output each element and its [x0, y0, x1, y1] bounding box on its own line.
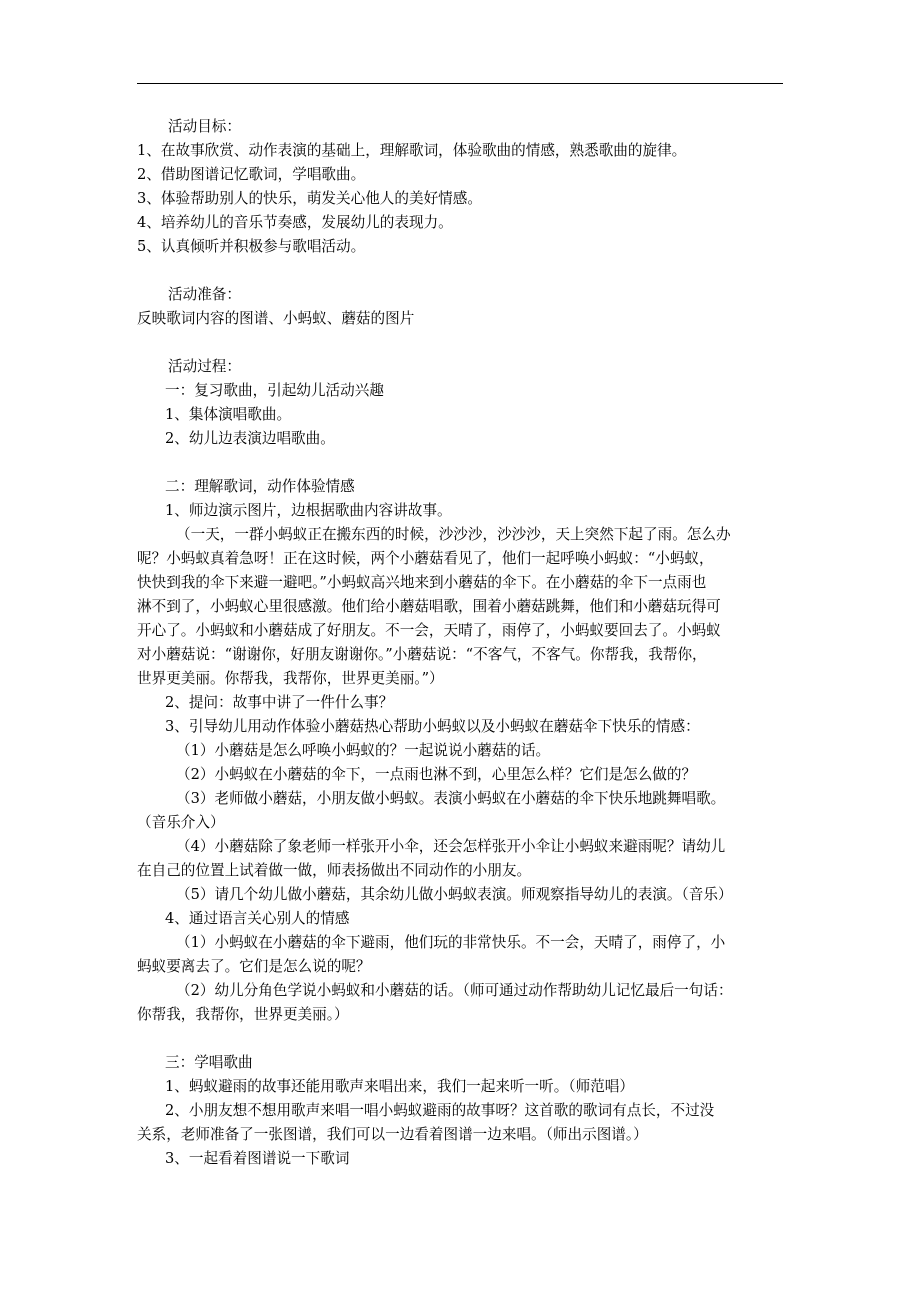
goal-item: 4、培养幼儿的音乐节奏感，发展幼儿的表现力。	[137, 214, 453, 231]
part2-step4: 4、通过语言关心别人的情感	[165, 910, 350, 927]
part1-item: 1、集体演唱歌曲。	[165, 406, 292, 423]
spacer	[168, 331, 788, 355]
process-title: 活动过程：	[168, 358, 241, 375]
goal-item: 2、借助图谱记忆歌词，学唱歌曲。	[137, 166, 366, 183]
sub-item: （1）小蚂蚁在小蘑菇的伞下避雨，他们玩的非常快乐。不一会，天晴了，雨停了，小	[176, 934, 726, 951]
spacer	[168, 259, 788, 283]
prep-text: 反映歌词内容的图谱、小蚂蚁、蘑菇的图片	[137, 310, 415, 327]
part3-heading: 三：学唱歌曲	[165, 1054, 253, 1071]
header-rule	[137, 83, 783, 84]
sub-item: （4）小蘑菇除了象老师一样张开小伞，还会怎样张开小伞让小蚂蚁来避雨呢？请幼儿	[176, 838, 726, 855]
sub-item: （3）老师做小蘑菇，小朋友做小蚂蚁。表演小蚂蚁在小蘑菇的伞下快乐地跳舞唱歌。	[176, 790, 726, 807]
part2-step1: 1、师边演示图片，边根据歌曲内容讲故事。	[165, 502, 452, 519]
part3-step2: 2、小朋友想不想用歌声来唱一唱小蚂蚁避雨的故事呀？这首歌的歌词有点长，不过没	[165, 1102, 715, 1119]
part2-heading: 二：理解歌词，动作体验情感	[165, 478, 355, 495]
sub-item-cont: 蚂蚁要离去了。它们是怎么说的呢？	[137, 958, 371, 975]
document-body	[137, 115, 788, 1171]
story-line: （一天，一群小蚂蚁正在搬东西的时候，沙沙沙，沙沙沙，天上突然下起了雨。怎么办	[176, 526, 731, 543]
sub-item: （2）幼儿分角色学说小蚂蚁和小蘑菇的话。（师可通过动作帮助幼儿记忆最后一句话：	[176, 982, 733, 999]
sub-item-cont: 在自己的位置上试着做一做，师表扬做出不同动作的小朋友。	[137, 862, 532, 879]
story-line: 快快到我的伞下来避一避吧。”小蚂蚁高兴地来到小蘑菇的伞下。在小蘑菇的伞下一点雨也	[137, 574, 707, 591]
part1-heading: 一：复习歌曲，引起幼儿活动兴趣	[165, 382, 384, 399]
sub-item: （5）请几个幼儿做小蘑菇，其余幼儿做小蚂蚁表演。师观察指导幼儿的表演。（音乐）	[176, 886, 733, 903]
goals-title: 活动目标：	[168, 118, 241, 135]
story-line: 呢？小蚂蚁真着急呀！正在这时候，两个小蘑菇看见了，他们一起呼唤小蚂蚁：“小蚂蚁，	[137, 550, 714, 567]
story-line: 对小蘑菇说：“谢谢你，好朋友谢谢你。”小蘑菇说：“不客气，不客气。你帮我，我帮你，	[137, 646, 707, 663]
part1-item: 2、幼儿边表演边唱歌曲。	[165, 430, 335, 447]
story-line: 开心了。小蚂蚁和小蘑菇成了好朋友。不一会，天晴了，雨停了，小蚂蚁要回去了。小蚂蚁	[137, 622, 721, 639]
goal-item: 1、在故事欣赏、动作表演的基础上，理解歌词，体验歌曲的情感，熟悉歌曲的旋律。	[137, 142, 687, 159]
part3-step3: 3、一起看着图谱说一下歌词	[165, 1150, 350, 1167]
part3-step2-cont: 关系，老师准备了一张图谱，我们可以一边看着图谱一边来唱。（师出示图谱。）	[137, 1126, 648, 1143]
spacer	[168, 1027, 788, 1051]
sub-item-cont: （音乐介入）	[137, 814, 225, 831]
sub-item-cont: 你帮我，我帮你，世界更美丽。）	[137, 1006, 349, 1023]
spacer	[168, 451, 788, 475]
part2-step3: 3、引导幼儿用动作体验小蘑菇热心帮助小蚂蚁以及小蚂蚁在蘑菇伞下快乐的情感：	[165, 718, 700, 735]
part2-step2: 2、提问：故事中讲了一件什么事？	[165, 694, 394, 711]
sub-item: （1）小蘑菇是怎么呼唤小蚂蚁的？一起说说小蘑菇的话。	[176, 742, 551, 759]
goal-item: 3、体验帮助别人的快乐，萌发关心他人的美好情感。	[137, 190, 482, 207]
sub-item: （2）小蚂蚁在小蘑菇的伞下，一点雨也淋不到，心里怎么样？它们是怎么做的？	[176, 766, 697, 783]
prep-title: 活动准备：	[168, 286, 241, 303]
goal-item: 5、认真倾听并积极参与歌唱活动。	[137, 238, 366, 255]
story-line: 世界更美丽。你帮我，我帮你，世界更美丽。”）	[137, 670, 444, 687]
story-line: 淋不到了，小蚂蚁心里很感激。他们给小蘑菇唱歌，围着小蘑菇跳舞，他们和小蘑菇玩得可	[137, 598, 721, 615]
part3-step1: 1、蚂蚁避雨的故事还能用歌声来唱出来，我们一起来听一听。（师范唱）	[165, 1078, 634, 1095]
